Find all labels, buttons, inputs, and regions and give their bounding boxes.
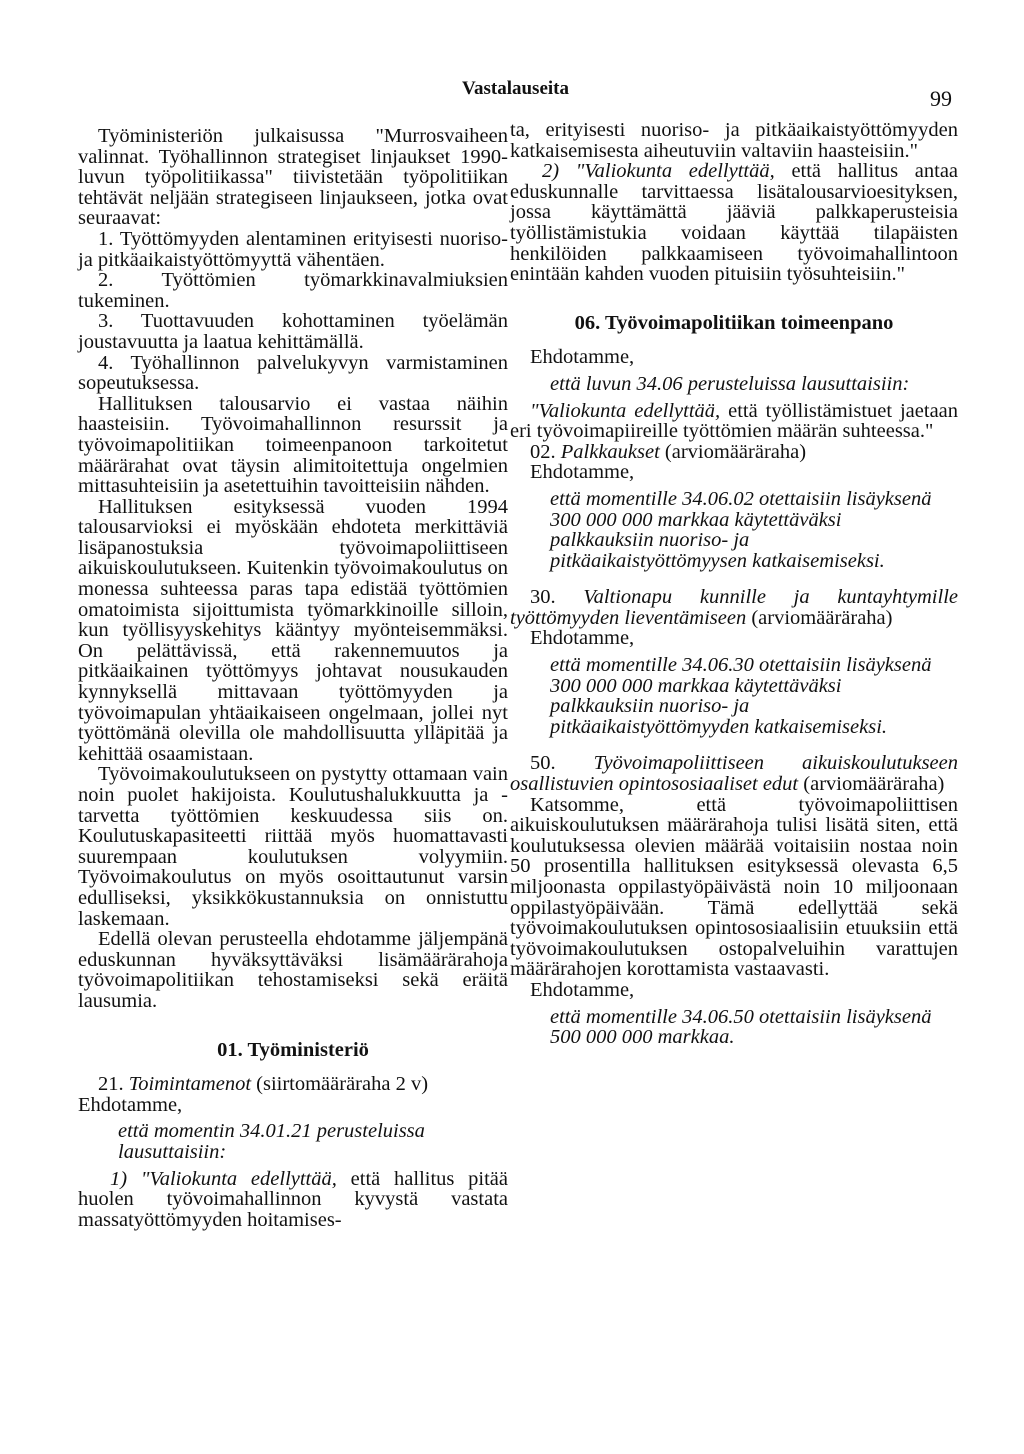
proposal-text: että luvun 34.06 perusteluissa lausuttaisiin: bbox=[550, 372, 910, 395]
statement bbox=[78, 1169, 508, 1231]
paragraph: Katsomme, että työvoimapoliittisen aikuiskoulutuksen määrärahoja tulisi lisätä siten, että koulutuksessa olevien määrää voitaisiin nostaa noin 50 prosentilla hallituksen esityksessä olevasta 6,5 miljoonasta oppilastyöpäivästä noin 10 miljoonaan oppilastyöpäivään. Tämä edellyttää sekä työvoimakoulutuksen opintososiaalisiin etuuksiin että työvoimakoulutuksen ostopalveluihin varattujen määrärahojen korottamista vastaavasti. bbox=[510, 793, 958, 981]
item-title: Palkkaukset bbox=[560, 440, 660, 463]
section-heading: 01. Työministeriö bbox=[217, 1038, 369, 1061]
item-type: (siirtomääräraha 2 v) bbox=[256, 1073, 429, 1096]
quote bbox=[510, 401, 958, 442]
statement-quote: "Valiokunta edellyttää, bbox=[140, 1167, 337, 1190]
right-column bbox=[510, 120, 958, 1054]
budget-item bbox=[78, 1074, 508, 1095]
section-heading: 06. Työvoimapolitiikan toimeenpano bbox=[574, 311, 894, 334]
proposal-lead: Ehdotamme, bbox=[530, 627, 635, 650]
proposal-text: että momentille 34.06.50 otettaisiin lisäyksenä 500 000 000 markkaa. bbox=[550, 1005, 932, 1049]
item-title: Toimintamenot bbox=[128, 1073, 252, 1096]
proposal-lead: Ehdotamme, bbox=[530, 461, 635, 484]
budget-item bbox=[510, 587, 958, 628]
paragraph: Työministeriön julkaisussa "Murrosvaiheen valinnat. Työhallinnon strategiset linjaukset 1990-luvun työpolitiikassa" tiivistetään työpolitiikan tehtävät neljään strategiseen linjaukseen, jotka ovat seuraavat: bbox=[78, 125, 508, 230]
quote-italic: "Valiokunta edellyttää, bbox=[530, 399, 721, 422]
item-number: 21. bbox=[98, 1073, 124, 1096]
paragraph: Edellä olevan perusteella ehdotamme jäljempänä eduskunnan hyväksyttäväksi lisämäärärahoja työvoimapolitiikan tehostamiseksi sekä eräitä lausumia. bbox=[78, 928, 508, 1012]
statement-number: 1) bbox=[110, 1167, 128, 1190]
list-item: 1. Työttömyyden alentaminen erityisesti nuoriso- ja pitkäaikaistyöttömyyttä vähentäen. bbox=[78, 227, 508, 271]
running-title: Vastalauseita bbox=[462, 78, 569, 99]
list-item: 2. Työttömien työmarkkinavalmiuksien tukeminen. bbox=[78, 269, 508, 312]
paragraph: Hallituksen talousarvio ei vastaa näihin haasteisiin. Työvoimahallinnon resurssit ja työvoimapolitiikan toimeenpanoon tarkoitetut määrärahat ovat täysin alimitoitettuja ongelmien mittasuhteisiin ja asetettuihin tavoitteisiin nähden. bbox=[78, 392, 508, 498]
list-item: 4. Työhallinnon palvelukyvyn varmistaminen sopeutuksessa. bbox=[78, 351, 508, 395]
proposal-lead: Ehdotamme, bbox=[530, 346, 635, 369]
paragraph: Hallituksen esityksessä vuoden 1994 talousarvioksi ei myöskään ehdoteta merkittäviä lisäpanostuksia työvoimapoliittiseen aikuiskoulutukseen. Kuitenkin työvoimakoulutus on monessa suhteessa paras tapa edistää työttömien omatoimista sijoittumista työmarkkinoille silloin, kun työllisyyskehitys kääntyy myönteisemmäksi. On pelättävissä, että rakennemuutos ja pitkäaikainen työttömyys johtavat nousukauden kynnyksellä mittavaan työttömyyden ja työvoimapulan yhtäaikaiseen ongelmaan, jollei nyt työttömänä olevilla ole mahdollisuutta ylläpitää ja kehittää osaamistaan. bbox=[78, 495, 508, 765]
statement-quote: "Valiokunta edellyttää, bbox=[575, 160, 775, 183]
left-column bbox=[78, 126, 508, 1230]
proposal-text: että momentille 34.06.30 otettaisiin lisäyksenä 300 000 000 markkaa käytettäväksi palkkauksiin nuoriso- ja pitkäaikaistyöttömyyden katkaisemiseksi. bbox=[550, 654, 932, 738]
item-title: Valtionapu kunnille ja kuntayhtymille työttömyyden lieventämiseen bbox=[510, 586, 958, 629]
page-number: 99 bbox=[930, 86, 952, 111]
paragraph: Työvoimakoulutukseen on pystytty ottamaan vain noin puolet hakijoista. Koulutushalukkuutta ja -tarvetta työttömien keskuudessa siis on. Koulutuskapasiteetti riittää myös huomattavasti suurempaan koulutuksen volyymiin. Työvoimakoulutus on myös osoittautunut varsin edulliseksi, yksikkökustannuksia on onnistuttu laskemaan. bbox=[78, 763, 508, 930]
paragraph: ta, erityisesti nuoriso- ja pitkäaikaistyöttömyyden katkaisemisesta aiheutuviin valtaviin haasteisiin." bbox=[510, 119, 958, 162]
statement-number: 2) bbox=[542, 160, 560, 183]
item-type: (arviomääräraha) bbox=[803, 773, 945, 796]
item-number: 02. bbox=[530, 440, 556, 463]
proposal-text: että momentin 34.01.21 perusteluissa lausuttaisiin: bbox=[118, 1120, 425, 1163]
item-title: Työvoimapoliittiseen aikuiskoulutukseen osallistuvien opintososiaaliset edut bbox=[510, 752, 958, 796]
proposal-text: että momentille 34.06.02 otettaisiin lisäyksenä 300 000 000 markkaa käytettäväksi palkkauksiin nuoriso- ja pitkäaikaistyöttömyysen katkaisemiseksi. bbox=[550, 487, 932, 572]
proposal-lead: Ehdotamme, bbox=[78, 1093, 183, 1116]
item-type: (arviomääräraha) bbox=[664, 440, 807, 463]
item-number: 50. bbox=[530, 752, 556, 775]
item-number: 30. bbox=[530, 586, 556, 609]
budget-item bbox=[510, 753, 958, 794]
list-item: 3. Tuottavuuden kohottaminen työelämän joustavuutta ja laatua kehittämällä. bbox=[78, 310, 508, 353]
proposal-lead: Ehdotamme, bbox=[530, 978, 635, 1001]
budget-item bbox=[510, 442, 958, 463]
statement-text: että hallitus antaa eduskunnalle tarvittaessa lisätalousarvioesityksen, jossa käyttämättä jääviä palkkaperusteisia työllistämistukia voidaan käyttää tilapäisten henkilöiden palkkaamiseen työvoimahallintoon enintään kahden vuoden pituisiin työsuhteisiin." bbox=[510, 160, 959, 286]
statement-text: että hallitus pitää huolen työvoimahallinnon kyvystä vastata massatyöttömyyden hoitamises- bbox=[78, 1167, 509, 1231]
statement bbox=[510, 161, 958, 285]
quote-text: että työllistämistuet jaetaan eri työvoimapiireille työttömien määrän suhteessa." bbox=[510, 399, 959, 443]
item-type: (arviomääräraha) bbox=[751, 606, 893, 629]
page-header bbox=[0, 78, 1024, 111]
